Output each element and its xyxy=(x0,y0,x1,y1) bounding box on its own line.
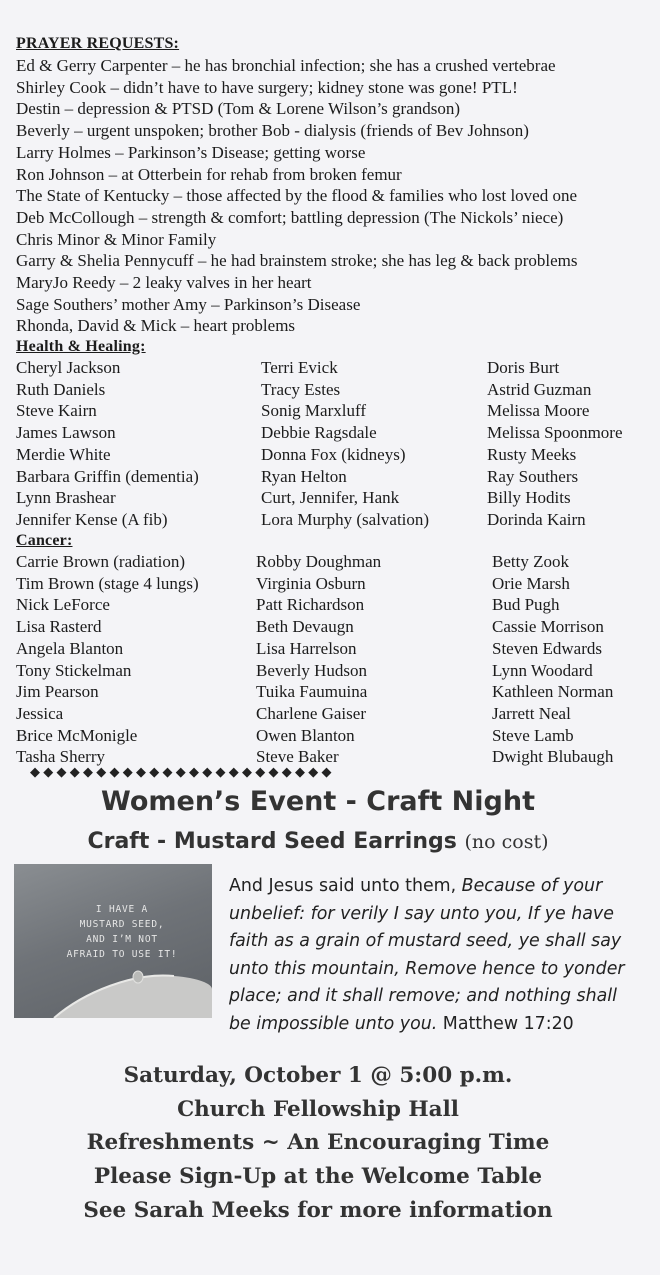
prayer-item: Ron Johnson – at Otterbein for rehab from broken femur xyxy=(16,164,402,184)
prayer-item: Destin – depression & PTSD (Tom & Lorene Wilson’s grandson) xyxy=(16,99,461,119)
event-subtitle-text: Craft - Mustard Seed Earrings xyxy=(87,829,457,854)
diamond-divider: ◆ ◆ ◆ ◆ ◆ ◆ ◆ ◆ ◆ ◆ ◆ ◆ ◆ ◆ ◆ ◆ ◆ ◆ ◆ ◆ ◆ ◆ ◆ xyxy=(30,764,332,779)
cancer-name: Angela Blanton xyxy=(16,638,124,658)
cancer-name: Virginia Osburn xyxy=(256,573,366,593)
health-name: Curt, Jennifer, Hank xyxy=(261,488,400,508)
cancer-name: Steve Baker xyxy=(256,747,339,767)
health-name: James Lawson xyxy=(16,423,116,443)
health-name: Steve Kairn xyxy=(16,401,97,421)
prayer-item: Rhonda, David & Mick – heart problems xyxy=(16,316,296,336)
health-column-1 xyxy=(16,357,199,531)
cancer-name: Beth Devaugn xyxy=(256,617,354,637)
image-caption-line: MUSTARD SEED, xyxy=(79,919,165,930)
health-name: Ray Southers xyxy=(487,466,579,486)
health-name: Doris Burt xyxy=(487,358,560,377)
health-name: Melissa Moore xyxy=(487,401,590,421)
health-name: Lora Murphy (salvation) xyxy=(261,509,430,529)
cancer-name: Kathleen Norman xyxy=(492,682,614,702)
cancer-name: Patt Richardson xyxy=(256,595,365,615)
event-contact: See Sarah Meeks for more information xyxy=(83,1198,553,1223)
health-name: Rusty Meeks xyxy=(487,444,577,464)
cancer-name: Jessica xyxy=(16,703,64,723)
health-name: Sonig Marxluff xyxy=(261,401,366,421)
health-name: Donna Fox (kidneys) xyxy=(261,444,406,464)
health-name: Billy Hodits xyxy=(487,488,571,508)
cancer-name: Robby Doughman xyxy=(256,552,382,571)
cancer-name: Orie Marsh xyxy=(492,573,570,593)
cancer-name: Dwight Blubaugh xyxy=(492,747,614,767)
cancer-name: Cassie Morrison xyxy=(492,617,604,637)
health-name: Ruth Daniels xyxy=(16,379,106,399)
cancer-name: Brice McMonigle xyxy=(16,725,138,745)
health-column-2 xyxy=(261,357,429,531)
cancer-name: Steven Edwards xyxy=(492,638,603,658)
image-caption-line: I HAVE A xyxy=(95,904,149,915)
cancer-name: Lisa Harrelson xyxy=(256,638,357,658)
prayer-item: Ed & Gerry Carpenter – he has bronchial infection; she has a crushed vertebrae xyxy=(16,56,556,75)
health-name: Ryan Helton xyxy=(261,466,347,486)
cancer-name: Lisa Rasterd xyxy=(16,617,102,637)
cancer-name: Lynn Woodard xyxy=(492,660,593,680)
cancer-name: Tony Stickelman xyxy=(16,660,132,680)
event-date-time: Saturday, October 1 @ 5:00 p.m. xyxy=(123,1063,513,1088)
event-location: Church Fellowship Hall xyxy=(177,1097,459,1122)
event-subtitle xyxy=(0,829,636,854)
prayer-requests-list xyxy=(16,55,656,337)
prayer-item: Sage Southers’ mother Amy – Parkinson’s Disease xyxy=(16,294,361,314)
health-name: Tracy Estes xyxy=(261,379,341,399)
cancer-name: Beverly Hudson xyxy=(256,660,367,680)
cancer-name: Owen Blanton xyxy=(256,725,355,745)
cancer-name: Tasha Sherry xyxy=(16,747,105,767)
cancer-name: Tuika Faumuina xyxy=(256,682,368,702)
cancer-name: Betty Zook xyxy=(492,552,569,571)
cancer-column-3 xyxy=(492,551,613,768)
health-name: Debbie Ragsdale xyxy=(261,423,377,443)
prayer-item: Deb McCollough – strength & comfort; battling depression (The Nickols’ niece) xyxy=(16,207,564,227)
image-caption-line: AND I’M NOT xyxy=(86,934,158,945)
image-caption xyxy=(52,902,192,962)
verse-text: Because of your unbelief: for verily I say unto you, If ye have faith as a grain of mustard seed, ye shall say unto this mountain, Remove hence to yonder place; and it shall remove; and nothing shall be impossible unto you. xyxy=(229,876,625,1034)
cancer-heading: Cancer: xyxy=(16,532,73,549)
prayer-item: Larry Holmes – Parkinson’s Disease; getting worse xyxy=(16,142,366,162)
prayer-requests-heading: PRAYER REQUESTS: xyxy=(16,35,180,52)
cancer-name: Jim Pearson xyxy=(16,682,99,702)
health-name: Barbara Griffin (dementia) xyxy=(16,466,199,486)
prayer-item: Chris Minor & Minor Family xyxy=(16,229,217,249)
event-title: Women’s Event - Craft Night xyxy=(101,786,535,817)
event-refreshments: Refreshments ~ An Encouraging Time xyxy=(86,1130,550,1155)
health-column-3 xyxy=(487,357,623,531)
cancer-name: Steve Lamb xyxy=(492,725,574,745)
prayer-item: Garry & Shelia Pennycuff – he had brainstem stroke; she has leg & back problems xyxy=(16,251,578,271)
health-name: Cheryl Jackson xyxy=(16,358,121,377)
cancer-column-1 xyxy=(16,551,199,768)
verse-reference: Matthew 17:20 xyxy=(437,1013,574,1034)
health-name: Astrid Guzman xyxy=(487,379,592,399)
prayer-item: The State of Kentucky – those affected by the flood & families who lost loved one xyxy=(16,186,578,206)
health-healing-heading: Health & Healing: xyxy=(16,338,146,355)
event-subtitle-note: (no cost) xyxy=(464,831,549,853)
health-name: Lynn Brashear xyxy=(16,488,116,508)
cancer-name: Bud Pugh xyxy=(492,595,560,615)
prayer-item: MaryJo Reedy – 2 leaky valves in her heart xyxy=(16,273,312,293)
health-name: Jennifer Kense (A fib) xyxy=(16,509,168,529)
mustard-seed-image xyxy=(14,864,212,1018)
cancer-name: Carrie Brown (radiation) xyxy=(16,552,185,571)
health-name: Terri Evick xyxy=(261,358,338,377)
scripture-verse xyxy=(229,873,639,1039)
cancer-name: Nick LeForce xyxy=(16,595,110,615)
prayer-item: Beverly – urgent unspoken; brother Bob - dialysis (friends of Bev Johnson) xyxy=(16,121,529,141)
cancer-column-2 xyxy=(256,551,381,768)
prayer-item: Shirley Cook – didn’t have to have surgery; kidney stone was gone! PTL! xyxy=(16,77,518,97)
cancer-name: Charlene Gaiser xyxy=(256,703,366,723)
verse-intro: And Jesus said unto them, xyxy=(229,876,462,896)
health-name: Melissa Spoonmore xyxy=(487,423,623,443)
event-signup: Please Sign-Up at the Welcome Table xyxy=(93,1164,543,1189)
image-caption-line: AFRAID TO USE IT! xyxy=(66,949,178,960)
cancer-name: Tim Brown (stage 4 lungs) xyxy=(16,573,199,593)
health-name: Merdie White xyxy=(16,444,111,464)
health-name: Dorinda Kairn xyxy=(487,509,586,529)
cancer-name: Jarrett Neal xyxy=(492,703,571,723)
